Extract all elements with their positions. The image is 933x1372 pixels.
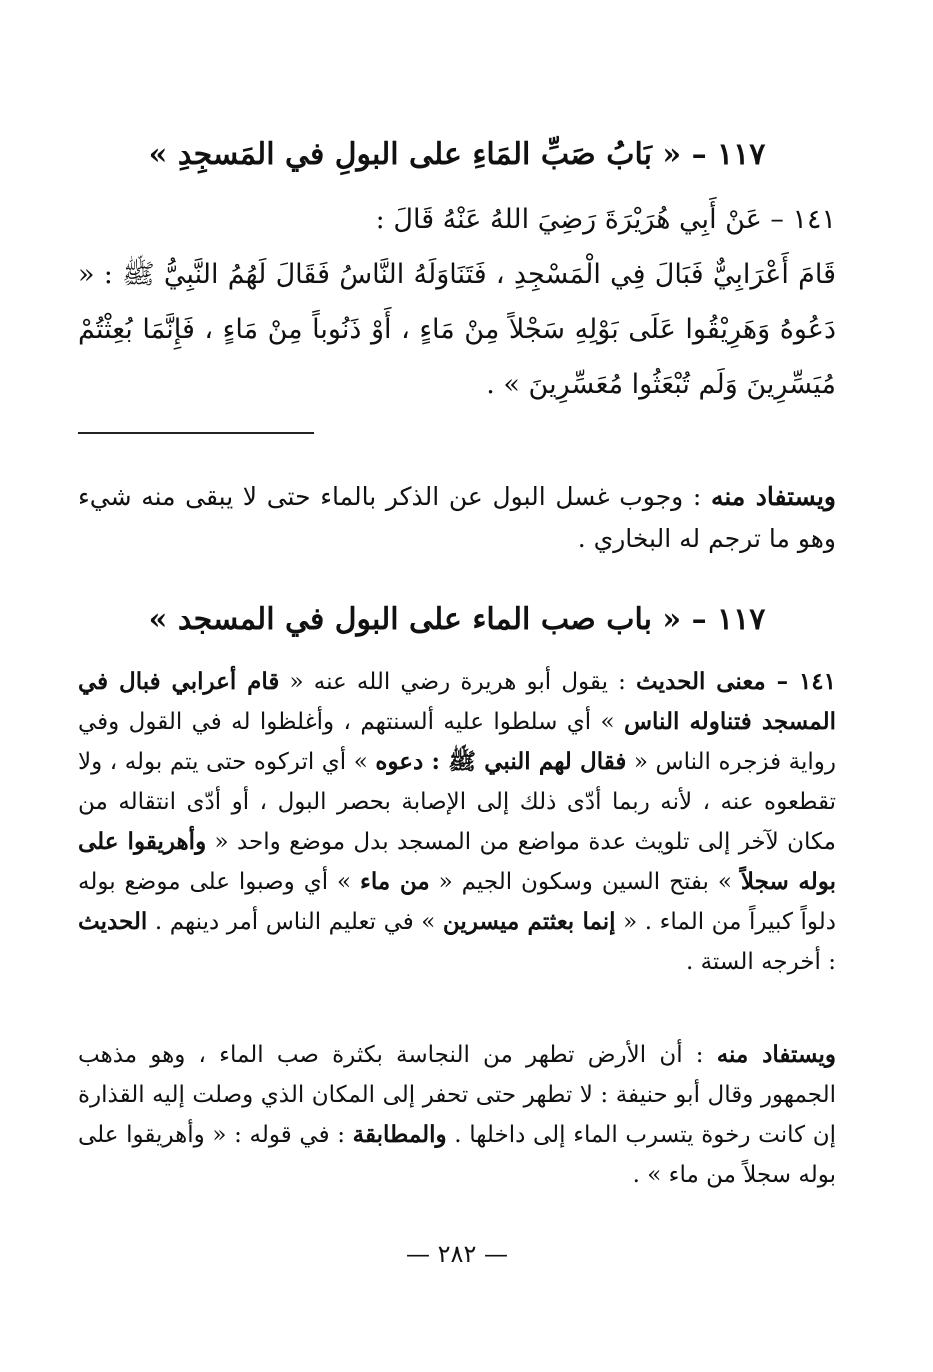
meaning-text: » أي سلطوا عليه ألسنتهم ، وأغلظوا له في القول وفي رواية فزجره الناس « xyxy=(78,709,836,775)
commentary-heading-text: ١١٧ – « باب صب الماء على البول في المسجد » xyxy=(148,602,766,637)
commentary-heading xyxy=(78,600,836,640)
chapter-heading-text: ١١٧ – « بَابُ صَبِّ المَاءِ على البولِ في المَسجِدِ » xyxy=(148,137,766,172)
meaning-text: : أخرجه الستة . xyxy=(685,949,836,975)
meaning-bold-quote: فقال لهم النبي ﷺ : دعوه xyxy=(375,748,627,775)
hadith-source-label: الحديث xyxy=(78,908,148,935)
book-page xyxy=(78,0,836,1372)
meaning-bold-quote: من ماء xyxy=(360,868,430,895)
benefit-text: : أن الأرض تطهر من النجاسة بكثرة صب الماء ، وهو مذهب الجمهور وقال أبو حنيفة : لا تطهر حتى تحفر إلى المكان الذي وصلت إليه القذارة إن كانت رخوة يتسرب الماء إلى داخلها . xyxy=(78,1042,836,1148)
footnote-text: : وجوب غسل البول عن الذكر بالماء حتى لا يبقى منه شيء وهو ما ترجم له البخاري . xyxy=(78,482,836,553)
correspondence-label: والمطابقة xyxy=(352,1121,447,1148)
hadith-intro-text: ١٤١ – عَنْ أَبِي هُرَيْرَةَ رَضِيَ اللهُ عَنْهُ قَالَ : xyxy=(375,204,836,235)
commentary-meaning xyxy=(78,662,836,982)
page-number-text: — ٢٨٢ — xyxy=(406,1240,508,1268)
page-number xyxy=(78,1240,836,1268)
chapter-heading xyxy=(78,135,836,175)
meaning-bold-quote: إنما بعثتم ميسرين xyxy=(442,908,616,935)
footnote xyxy=(78,476,836,560)
footnote-separator xyxy=(78,432,314,434)
meaning-text: » أي وصبوا على موضع بوله دلواً كبيراً من الماء . « xyxy=(78,869,836,935)
meaning-text: : يقول أبو هريرة رضي الله عنه « xyxy=(279,669,637,695)
commentary-benefit xyxy=(78,1035,836,1195)
meaning-bold-quote: وأهريقوا على بوله سجلاً xyxy=(78,828,836,895)
meaning-bold-quote: قام أعرابي فبال في المسجد فتناوله الناس xyxy=(78,668,836,735)
meaning-text: » أي اتركوه حتى يتم بوله ، ولا تقطعوه عنه ، لأنه ربما أدّى ذلك إلى الإصابة بحصر البول ، أو أدّى انتقاله من مكان لآخر إلى تلويث عدة مواضع من المسجد بدل موضع واحد « xyxy=(78,749,836,855)
meaning-text: » بفتح السين وسكون الجيم « xyxy=(429,869,741,895)
meaning-text: » في تعليم الناس أمر دينهم . xyxy=(147,909,443,935)
hadith-body: قَامَ أَعْرَابِيٌّ فَبَالَ فِي الْمَسْجِدِ ، فَتَنَاوَلَهُ النَّاسُ فَقَالَ لَهُمُ النَّبِيُّ ﷺ : « دَعُوهُ وَهَرِيْقُوا عَلَى بَوْلِهِ سَجْلاً مِنْ مَاءٍ ، أَوْ ذَنُوباً مِنْ مَاءٍ ، فَإِنَّمَا بُعِثْتُمْ مُيَسِّرِينَ وَلَم تُبْعَثُوا مُعَسِّرِينَ » . xyxy=(78,259,836,400)
hadith-intro xyxy=(78,192,836,247)
hadith-text xyxy=(78,247,836,412)
benefit-label: ويستفاد منه xyxy=(716,1041,836,1068)
footnote-label: ويستفاد منه xyxy=(710,482,837,511)
meaning-label: ١٤١ – معنى الحديث xyxy=(636,668,836,695)
benefit-text: : في قوله : « وأهريقوا على بوله سجلاً من ماء » . xyxy=(78,1122,836,1188)
